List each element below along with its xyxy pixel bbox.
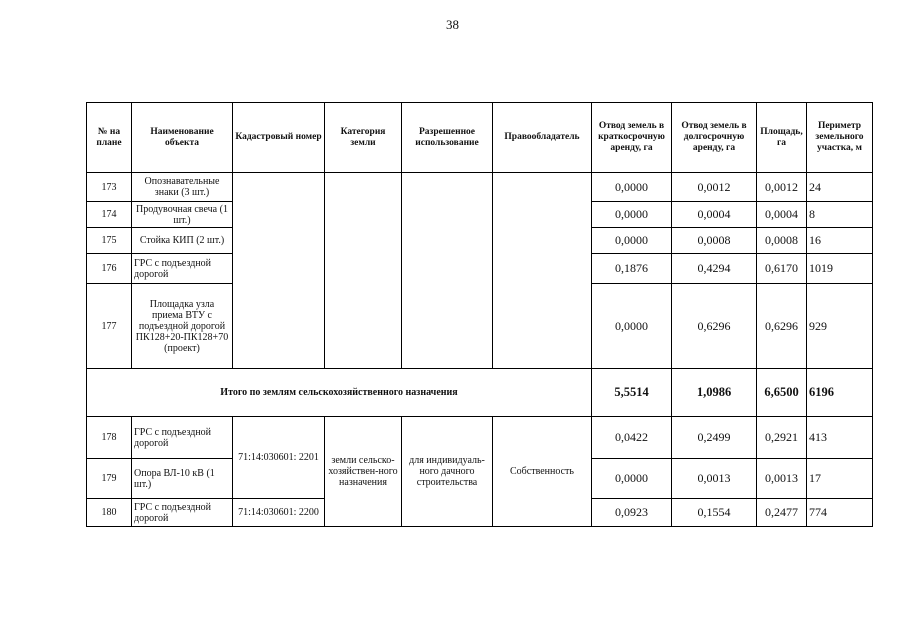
- perimeter-value: 774: [807, 499, 873, 527]
- perimeter-value: 929: [807, 284, 873, 369]
- short-term-value: 0,0000: [592, 459, 672, 499]
- empty-owner-cell: [493, 173, 592, 369]
- long-term-value: 0,4294: [672, 254, 757, 284]
- total-row: [87, 369, 873, 417]
- object-name: ГРС с подъездной дорогой: [132, 254, 233, 284]
- empty-permitted-use-cell: [402, 173, 493, 369]
- header-row: [87, 103, 873, 173]
- row-number: 175: [87, 228, 132, 254]
- short-term-value: 0,0923: [592, 499, 672, 527]
- long-term-value: 0,2499: [672, 417, 757, 459]
- total-perimeter: 6196: [807, 369, 873, 417]
- header-perimeter: Периметр земельного участка, м: [807, 103, 873, 173]
- perimeter-value: 413: [807, 417, 873, 459]
- row-number: 180: [87, 499, 132, 527]
- short-term-value: 0,0422: [592, 417, 672, 459]
- area-value: 0,0013: [757, 459, 807, 499]
- short-term-value: 0,0000: [592, 228, 672, 254]
- long-term-value: 0,0004: [672, 202, 757, 228]
- header-permitted-use: Разрешенное использование: [402, 103, 493, 173]
- area-value: 0,6296: [757, 284, 807, 369]
- area-value: 0,6170: [757, 254, 807, 284]
- land-category: земли сельско-хозяйствен-ного назначения: [325, 417, 402, 527]
- land-allocation-table: [86, 102, 873, 527]
- long-term-value: 0,0013: [672, 459, 757, 499]
- object-name: Продувочная свеча (1 шт.): [132, 202, 233, 228]
- cadastral-number: 71:14:030601: 2201: [233, 417, 325, 499]
- header-owner: Правообладатель: [493, 103, 592, 173]
- header-long-term: Отвод земель в долгосрочную аренду, га: [672, 103, 757, 173]
- table-row: [87, 417, 873, 459]
- perimeter-value: 24: [807, 173, 873, 202]
- header-cadastral: Кадастровый номер: [233, 103, 325, 173]
- row-number: 174: [87, 202, 132, 228]
- short-term-value: 0,0000: [592, 202, 672, 228]
- header-name: Наименование объекта: [132, 103, 233, 173]
- object-name: Стойка КИП (2 шт.): [132, 228, 233, 254]
- table-row: [87, 173, 873, 202]
- area-value: 0,0012: [757, 173, 807, 202]
- object-name: Площадка узла приема ВТУ с подъездной дорогой ПК128+20-ПК128+70 (проект): [132, 284, 233, 369]
- empty-category-cell: [325, 173, 402, 369]
- object-name: ГРС с подъездной дорогой: [132, 499, 233, 527]
- total-label: Итого по землям сельскохозяйственного назначения: [87, 369, 592, 417]
- total-long-term: 1,0986: [672, 369, 757, 417]
- perimeter-value: 1019: [807, 254, 873, 284]
- perimeter-value: 17: [807, 459, 873, 499]
- short-term-value: 0,0000: [592, 173, 672, 202]
- area-value: 0,0004: [757, 202, 807, 228]
- owner: Собственность: [493, 417, 592, 527]
- area-value: 0,0008: [757, 228, 807, 254]
- short-term-value: 0,0000: [592, 284, 672, 369]
- row-number: 177: [87, 284, 132, 369]
- perimeter-value: 8: [807, 202, 873, 228]
- header-area: Площадь, га: [757, 103, 807, 173]
- header-short-term: Отвод земель в краткосрочную аренду, га: [592, 103, 672, 173]
- perimeter-value: 16: [807, 228, 873, 254]
- row-number: 178: [87, 417, 132, 459]
- header-category: Категория земли: [325, 103, 402, 173]
- page-number: 38: [446, 17, 459, 32]
- object-name: Опознавательные знаки (3 шт.): [132, 173, 233, 202]
- row-number: 176: [87, 254, 132, 284]
- long-term-value: 0,0012: [672, 173, 757, 202]
- short-term-value: 0,1876: [592, 254, 672, 284]
- total-area: 6,6500: [757, 369, 807, 417]
- long-term-value: 0,1554: [672, 499, 757, 527]
- permitted-use: для индивидуаль-ного дачного строительства: [402, 417, 493, 527]
- object-name: ГРС с подъездной дорогой: [132, 417, 233, 459]
- area-value: 0,2477: [757, 499, 807, 527]
- row-number: 173: [87, 173, 132, 202]
- total-short-term: 5,5514: [592, 369, 672, 417]
- area-value: 0,2921: [757, 417, 807, 459]
- long-term-value: 0,6296: [672, 284, 757, 369]
- object-name: Опора ВЛ-10 кВ (1 шт.): [132, 459, 233, 499]
- row-number: 179: [87, 459, 132, 499]
- cadastral-number: 71:14:030601: 2200: [233, 499, 325, 527]
- header-no: № на плане: [87, 103, 132, 173]
- empty-cadastral-cell: [233, 173, 325, 369]
- long-term-value: 0,0008: [672, 228, 757, 254]
